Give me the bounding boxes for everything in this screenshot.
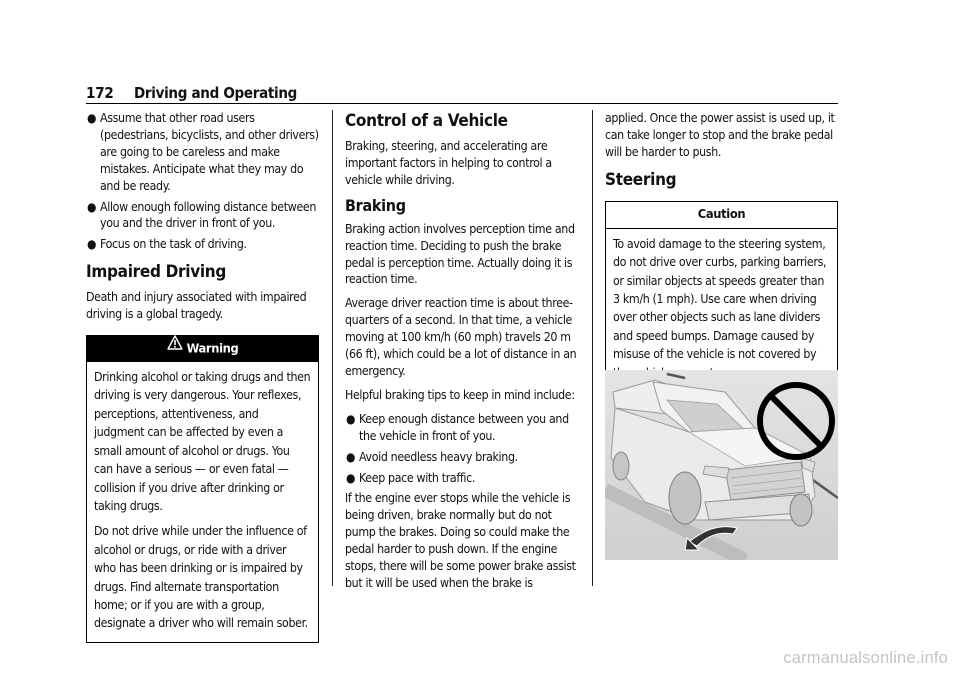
braking-paragraph: Braking action involves perception time and reaction time. Deciding to push the brake pedal is perception time. Actually doing it is reaction time. [345,221,575,287]
site-watermark: carmanualsonline.info [783,649,948,667]
curved-arrow-icon [683,520,743,554]
braking-tips-list [345,411,579,487]
no-symbol-icon [755,380,837,462]
continued-paragraph: applied. Once the power assist is used up, it can take longer to stop and the brake pedal will be harder to push. [605,111,835,159]
warning-body [87,362,318,642]
steering-heading: Steering [605,169,677,190]
caution-body [606,229,837,391]
column-divider [332,110,333,586]
header-rule [86,103,838,104]
list-item: ● Keep pace with traffic. [346,470,476,485]
warning-triangle-icon [167,334,183,360]
braking-paragraph: Average driver reaction time is about three-quarters of a second. In that time, a vehicle moving at 100 km/h (60 mph) travels 20 m (66 ft), which could be a lot of distance in an emergency. [345,296,577,378]
list-item: ● Keep enough distance between you and the vehicle in front of you. [346,411,569,443]
caution-box [605,201,838,392]
column-divider [592,110,593,586]
caution-header: Caution [606,202,837,229]
caution-paragraph: To avoid damage to the steering system, do not drive over curbs, parking barriers, or similar objects at speeds greater than 3 km/h (1 mph). Use care when driving over other objects such as lane dividers and speed bumps. Damage caused by misuse of the vehicle is not covered by [613,236,827,362]
braking-tips-intro: Helpful braking tips to keep in mind include: [345,387,575,402]
section-title: Driving and Operating [134,84,298,102]
control-paragraph: Braking, steering, and accelerating are important factors in helping to control a vehicle while driving. [345,139,552,187]
list-item: ● Avoid needless heavy braking. [346,449,518,464]
list-item: ● Allow enough following distance between you and the driver in front of you. [87,199,317,231]
truck-curb-illustration [605,370,838,560]
list-item: ● Focus on the task of driving. [87,237,247,252]
driving-tips-list [86,110,319,253]
warning-header [87,336,318,362]
column-middle [345,110,579,599]
impaired-driving-heading: Impaired Driving [86,262,227,283]
braking-heading: Braking [345,195,406,215]
warning-paragraph: Do not drive while under the influence of alcohol or drugs, or ride with a driver who has been drinking or is impaired by drugs. Find alternate transportation home; or if you are with a group, designate a driver who will remain sober. [94,524,308,631]
engine-stop-paragraph: If the engine ever stops while the vehicle is being driven, brake normally but do not pump the brakes. Doing so could make the pedal harder to push down. If the engine stops, there will be some power brake assist but it will be used when the brake is [345,491,576,590]
column-right [605,110,838,392]
warning-title: Warning [186,341,239,357]
impaired-driving-paragraph: Death and injury associated with impaired driving is a global tragedy. [86,290,307,322]
control-heading: Control of a Vehicle [345,111,508,131]
warning-paragraph: Drinking alcohol or taking drugs and then driving is very dangerous. Your reflexes, perceptions, attentiveness, and judgment can be affected by even a small amount of alcohol or drugs. You can have a serious — or even fatal — collision if you drive after drinking or taking drugs. [94,370,311,513]
page-header [86,82,838,104]
warning-box [86,335,319,643]
page-number: 172 [86,84,114,102]
column-left [86,110,319,643]
list-item: ● Assume that other road users (pedestrians, bicyclists, and other drivers) are going to be careless and make mistakes. Anticipate what they may do and be ready. [87,111,319,193]
